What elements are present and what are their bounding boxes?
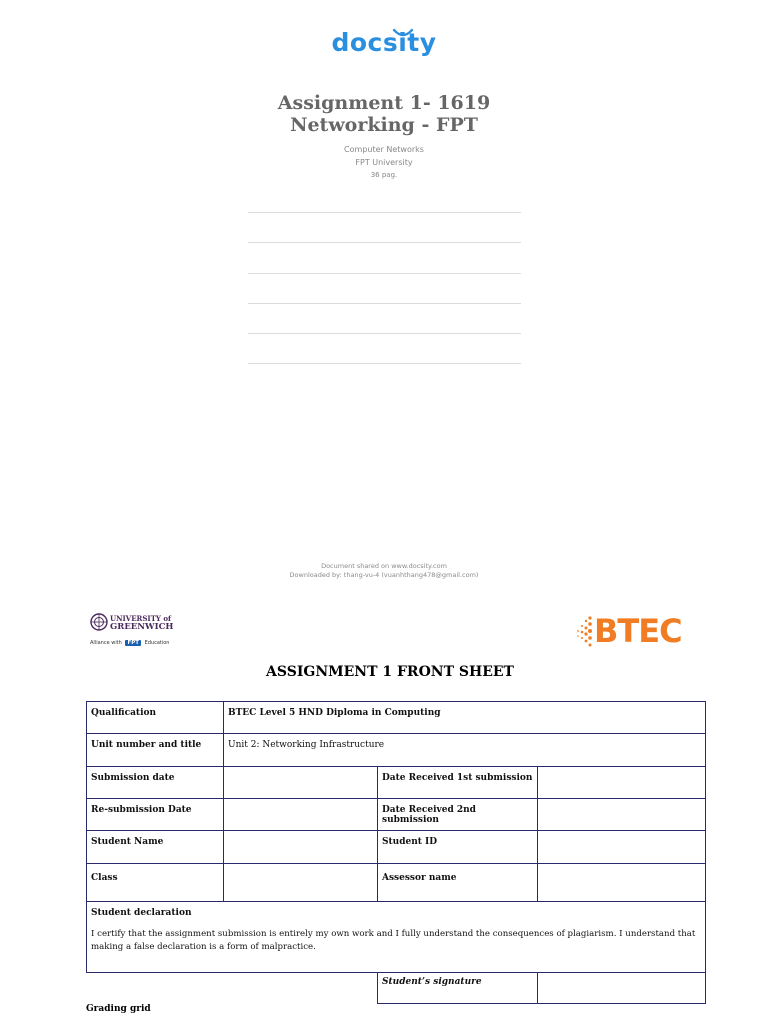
declaration-label: Student declaration: [91, 908, 192, 918]
alliance-line: [90, 640, 169, 646]
class-label: Class: [87, 864, 224, 902]
signature-field[interactable]: [538, 973, 706, 1004]
divider: [248, 303, 521, 304]
docsity-logo-text: docsity: [331, 28, 437, 57]
footer-shared: Document shared on www.docsity.com: [321, 562, 447, 570]
fpt-badge: [125, 640, 141, 646]
university-name[interactable]: FPT University: [355, 158, 413, 167]
assessor-field[interactable]: [538, 864, 706, 902]
docsity-logo[interactable]: [0, 28, 768, 57]
declaration-text: I certify that the assignment submission is entirely my own work and I fully understand the consequences of plagiarism. I understand that making a false declaration is a form of malpractice.: [91, 929, 696, 952]
front-sheet-table: [86, 701, 706, 1004]
declaration-cell: [87, 902, 706, 973]
date-received-2-label: Date Received 2nd submission: [378, 799, 538, 831]
divider: [248, 212, 521, 213]
class-field[interactable]: [224, 864, 378, 902]
date-received-1-label: Date Received 1st submission: [378, 767, 538, 799]
front-sheet-title: ASSIGNMENT 1 FRONT SHEET: [266, 664, 514, 680]
divider: [248, 333, 521, 334]
fpt-text: FPT: [127, 640, 139, 646]
grading-grid-heading: Grading grid: [86, 1004, 151, 1014]
qualification-value: BTEC Level 5 HND Diploma in Computing: [224, 702, 706, 734]
qualification-label: Qualification: [87, 702, 224, 734]
table-row: [87, 902, 706, 973]
title-line-1: Assignment 1- 1619: [277, 92, 491, 114]
greenwich-line-2: GREENWICH: [110, 622, 174, 632]
signature-label: Student’s signature: [378, 973, 538, 1004]
table-row: [87, 799, 706, 831]
table-row: [87, 864, 706, 902]
date-received-2-field[interactable]: [538, 799, 706, 831]
student-name-label: Student Name: [87, 831, 224, 864]
alliance-text: Alliance with: [90, 640, 122, 646]
resubmission-date-label: Re-submission Date: [87, 799, 224, 831]
document-title: [0, 92, 768, 136]
table-row: [87, 973, 706, 1004]
smile-icon: [392, 28, 414, 38]
btec-dots-icon: [572, 614, 594, 650]
greenwich-crest-icon: [90, 613, 108, 631]
signature-spacer: [87, 973, 378, 1004]
greenwich-line-1: UNIVERSITY of: [110, 614, 172, 623]
submission-date-field[interactable]: [224, 767, 378, 799]
btec-logo: [572, 612, 692, 654]
unit-value: Unit 2: Networking Infrastructure: [224, 734, 706, 767]
student-name-field[interactable]: [224, 831, 378, 864]
divider: [248, 242, 521, 243]
footer-downloaded: Downloaded by: thang-vu-4 (vuanhthang478@gmail.com): [289, 571, 479, 579]
table-row: [87, 831, 706, 864]
submission-date-label: Submission date: [87, 767, 224, 799]
unit-label: Unit number and title: [87, 734, 224, 767]
page-count: 36 pag.: [370, 171, 398, 179]
table-row: [87, 702, 706, 734]
divider: [248, 363, 521, 364]
student-id-field[interactable]: [538, 831, 706, 864]
resubmission-date-field[interactable]: [224, 799, 378, 831]
date-received-1-field[interactable]: [538, 767, 706, 799]
table-row: [87, 767, 706, 799]
btec-logo-text: BTEC: [594, 612, 682, 650]
education-text: Education: [144, 640, 170, 646]
table-row: [87, 734, 706, 767]
greenwich-logo: [90, 612, 190, 652]
title-line-2: Networking - FPT: [290, 114, 478, 136]
course-name[interactable]: Computer Networks: [344, 145, 424, 154]
student-id-label: Student ID: [378, 831, 538, 864]
divider: [248, 273, 521, 274]
assessor-label: Assessor name: [378, 864, 538, 902]
